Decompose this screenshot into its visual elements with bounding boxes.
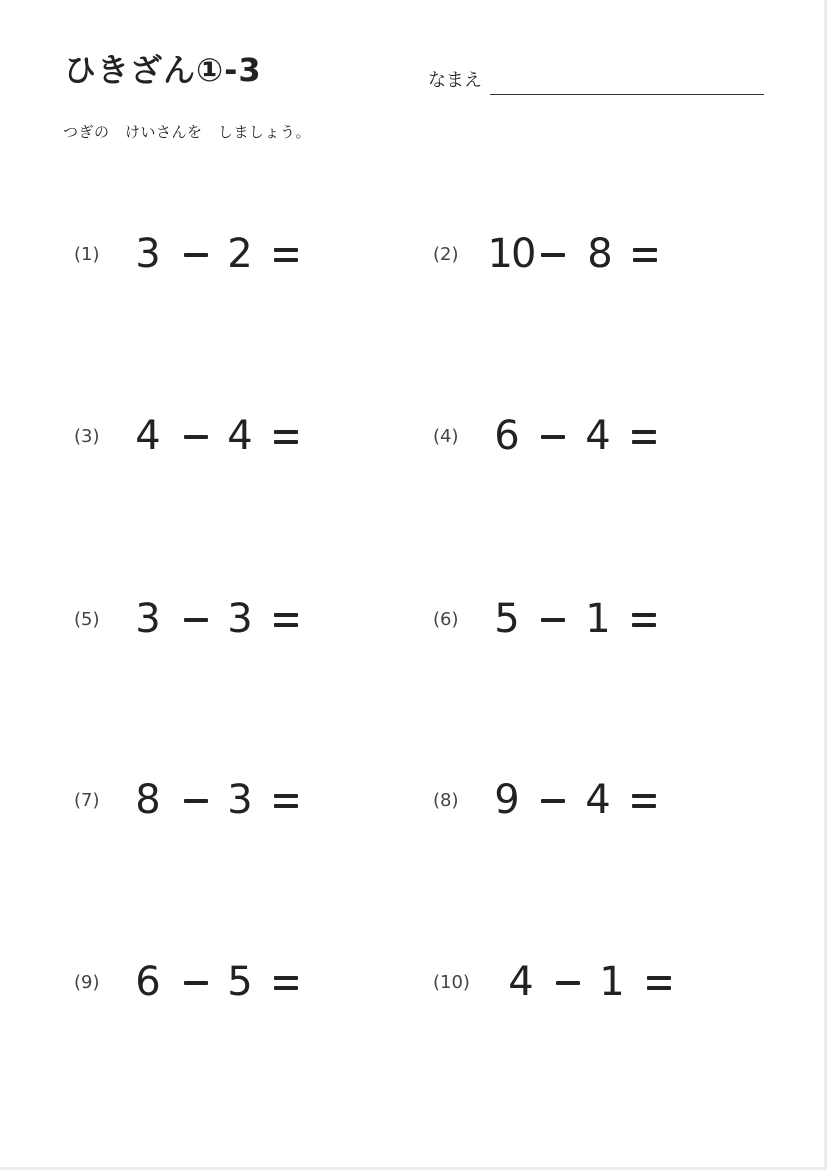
minuend: 3 bbox=[135, 596, 161, 642]
equals-sign bbox=[274, 976, 298, 990]
minus-sign bbox=[184, 618, 208, 622]
minus-sign bbox=[556, 981, 580, 985]
problem-8 bbox=[433, 770, 693, 830]
problem-5 bbox=[74, 589, 334, 649]
minuend: 8 bbox=[135, 777, 161, 823]
equals-sign bbox=[632, 430, 656, 444]
problem-number: (1) bbox=[74, 244, 100, 265]
minuend: 3 bbox=[135, 231, 161, 277]
problem-number: (7) bbox=[74, 790, 100, 811]
subtrahend: 4 bbox=[227, 413, 253, 459]
equals-sign bbox=[274, 248, 298, 262]
minus-sign bbox=[541, 618, 565, 622]
problem-number: (6) bbox=[433, 609, 459, 630]
subtrahend: 1 bbox=[599, 959, 625, 1005]
equals-sign bbox=[633, 248, 657, 262]
minus-sign bbox=[184, 253, 208, 257]
problem-6 bbox=[433, 589, 693, 649]
equals-sign bbox=[274, 430, 298, 444]
problem-number: (4) bbox=[433, 426, 459, 447]
minus-sign bbox=[184, 981, 208, 985]
minus-sign bbox=[184, 799, 208, 803]
problem-3 bbox=[74, 406, 334, 466]
worksheet-title: ひきざん①-3 bbox=[64, 51, 262, 89]
instruction-text: つぎの けいさんを しましょう。 bbox=[63, 123, 312, 141]
minuend: 9 bbox=[494, 777, 520, 823]
equals-sign bbox=[274, 794, 298, 808]
problem-7 bbox=[74, 770, 334, 830]
minuend: 4 bbox=[508, 959, 534, 1005]
minus-sign bbox=[541, 435, 565, 439]
problem-number: (5) bbox=[74, 609, 100, 630]
subtrahend: 4 bbox=[585, 777, 611, 823]
problem-1 bbox=[74, 224, 334, 284]
subtrahend: 4 bbox=[585, 413, 611, 459]
problem-9 bbox=[74, 952, 334, 1012]
problem-10 bbox=[433, 952, 703, 1012]
subtrahend: 3 bbox=[227, 777, 253, 823]
subtrahend: 2 bbox=[227, 231, 253, 277]
problem-number: (8) bbox=[433, 790, 459, 811]
minuend: 4 bbox=[135, 413, 161, 459]
minuend: 6 bbox=[494, 413, 520, 459]
subtrahend: 1 bbox=[585, 596, 611, 642]
problem-4 bbox=[433, 406, 693, 466]
minuend: 5 bbox=[494, 596, 520, 642]
minuend: 6 bbox=[135, 959, 161, 1005]
subtrahend: 5 bbox=[227, 959, 253, 1005]
name-label: なまえ bbox=[428, 70, 482, 91]
problem-number: (10) bbox=[433, 972, 470, 993]
minus-sign bbox=[541, 253, 565, 257]
minus-sign bbox=[184, 435, 208, 439]
subtrahend: 3 bbox=[227, 596, 253, 642]
problem-number: (2) bbox=[433, 244, 459, 265]
minus-sign bbox=[541, 799, 565, 803]
problem-2 bbox=[433, 224, 693, 284]
equals-sign bbox=[274, 613, 298, 627]
name-field-line[interactable] bbox=[490, 94, 764, 95]
equals-sign bbox=[632, 794, 656, 808]
problem-number: (3) bbox=[74, 426, 100, 447]
problem-number: (9) bbox=[74, 972, 100, 993]
equals-sign bbox=[632, 613, 656, 627]
equals-sign bbox=[647, 976, 671, 990]
subtrahend: 8 bbox=[587, 231, 613, 277]
minuend: 10 bbox=[487, 231, 535, 277]
